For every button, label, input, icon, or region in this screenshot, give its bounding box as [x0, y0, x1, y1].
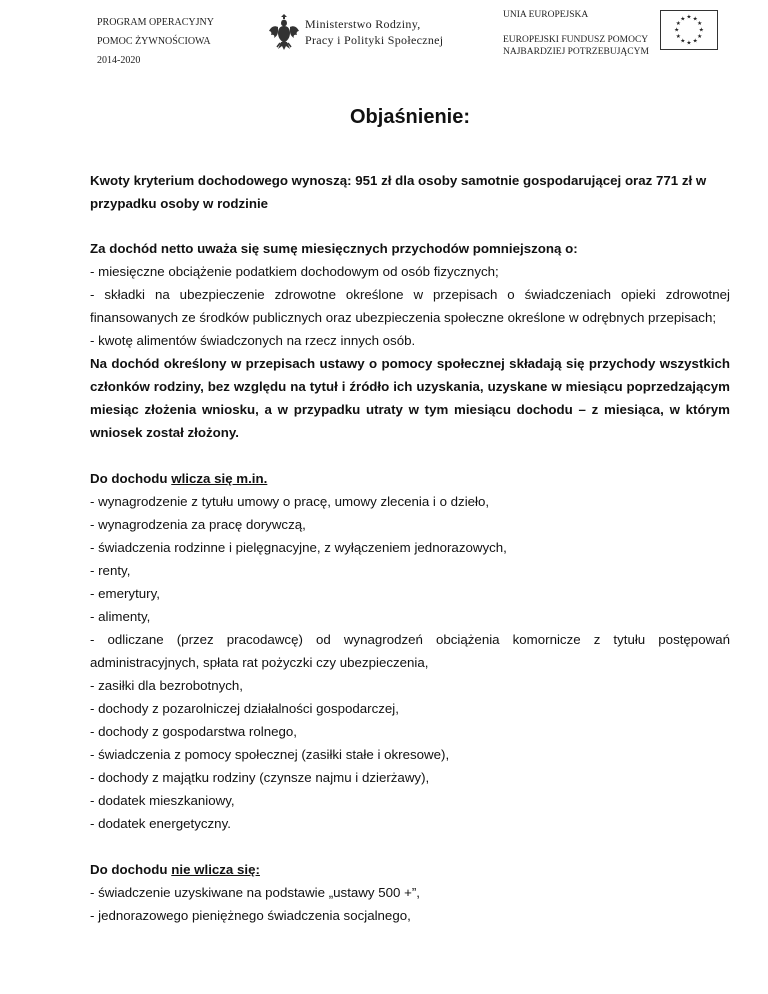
svg-text:★: ★ — [680, 16, 686, 23]
list-item: - świadczenie uzyskiwane na podstawie „ustawy 500 +”, — [90, 885, 421, 900]
spacer — [90, 444, 730, 467]
eu-title: UNIA EUROPEJSKA — [503, 10, 589, 20]
income-definition: Na dochód określony w przepisach ustawy o pomocy społecznej składają się przychody wszystkich członków rodziny, bez względu na tytuł i źródło ich uzyskania, uzyskane w miesiącu poprzedzającym miesiąc złożenia wniosku, a w przypadku utraty w tym miesiącu dochodu – z miesiąca, w którym wniosek został złożony. — [90, 356, 730, 440]
svg-text:★: ★ — [686, 40, 692, 47]
ministry-line: Pracy i Polityki Społecznej — [305, 33, 444, 47]
list-item: - świadczenia z pomocy społecznej (zasiłki stałe i okresowe), — [90, 747, 450, 762]
eu-fund-line: EUROPEJSKI FUNDUSZ POMOCY — [503, 35, 649, 45]
list-item: - dochody z gospodarstwa rolnego, — [90, 724, 297, 739]
excluded-heading — [90, 858, 730, 881]
list-item: - miesięczne obciążenie podatkiem dochodowym od osób fizycznych; — [90, 264, 499, 279]
list-item: - wynagrodzenie z tytułu umowy o pracę, umowy zlecenia i o dzieło, — [90, 494, 490, 509]
svg-text:★: ★ — [697, 20, 703, 27]
list-item: - składki na ubezpieczenie zdrowotne określone w przepisach o świadczeniach opieki zdrowotnej finansowanych ze środków publicznych oraz ubezpieczenia społeczne określone w odrębnych przepisach; — [90, 287, 730, 325]
ministry-line: Ministerstwo Rodziny, — [305, 17, 421, 31]
program-logo-text — [97, 13, 214, 70]
program-line: PROGRAM OPERACYJNY — [97, 17, 214, 28]
heading-underlined: wlicza się m.in. — [171, 471, 268, 486]
list-item: - zasiłki dla bezrobotnych, — [90, 678, 243, 693]
svg-text:★: ★ — [692, 16, 698, 23]
list-item: - emerytury, — [90, 586, 160, 601]
list-item: - alimenty, — [90, 609, 151, 624]
list-item: - dochody z pozarolniczej działalności gospodarczej, — [90, 701, 399, 716]
list-item: - dodatek mieszkaniowy, — [90, 793, 235, 808]
list-item: - kwotę alimentów świadczonych na rzecz innych osób. — [90, 333, 416, 348]
svg-text:★: ★ — [692, 38, 698, 45]
list-item: - świadczenia rodzinne i pielęgnacyjne, z wyłączeniem jednorazowych, — [90, 540, 507, 555]
page-title: Objaśnienie: — [349, 106, 471, 128]
svg-text:★: ★ — [686, 14, 692, 21]
document-body — [90, 100, 730, 927]
heading-underlined: nie wlicza się: — [171, 862, 260, 877]
net-income-heading: Za dochód netto uważa się sumę miesięcznych przychodów pomniejszoną o: — [90, 241, 578, 256]
eu-text — [503, 10, 649, 58]
heading-prefix: Do dochodu — [90, 862, 172, 877]
spacer — [90, 835, 730, 858]
list-item: - odliczane (przez pracodawcę) od wynagrodzeń obciążenia komornicze z tytułu postępowań administracyjnych, spłata rat pożyczki czy ubezpieczenia, — [90, 632, 730, 670]
list-item: - wynagrodzenia za pracę dorywczą, — [90, 517, 306, 532]
heading-prefix: Do dochodu — [90, 471, 172, 486]
ministry-name — [305, 16, 443, 48]
document-header — [0, 0, 768, 70]
svg-text:★: ★ — [698, 27, 704, 34]
program-line: 2014-2020 — [97, 55, 141, 66]
included-heading — [90, 467, 730, 490]
polish-eagle-icon — [268, 12, 300, 52]
svg-text:★: ★ — [675, 34, 681, 41]
income-criterion: Kwoty kryterium dochodowego wynoszą: 951 zł dla osoby samotnie gospodarującej oraz 771 zł w przypadku osoby w rodzinie — [90, 173, 707, 211]
svg-text:★: ★ — [675, 20, 681, 27]
program-line: POMOC ŻYWNOŚCIOWA — [97, 36, 211, 47]
list-item: - renty, — [90, 563, 131, 578]
svg-text:★: ★ — [674, 27, 680, 34]
eu-fund-line: NAJBARDZIEJ POTRZEBUJĄCYM — [503, 47, 649, 57]
list-item: - jednorazowego pieniężnego świadczenia socjalnego, — [90, 908, 411, 923]
list-item: - dochody z majątku rodziny (czynsze najmu i dzierżawy), — [90, 770, 430, 785]
svg-text:★: ★ — [680, 38, 686, 45]
list-item: - dodatek energetyczny. — [90, 816, 231, 831]
eu-flag-icon — [660, 10, 718, 50]
svg-text:★: ★ — [697, 34, 703, 41]
